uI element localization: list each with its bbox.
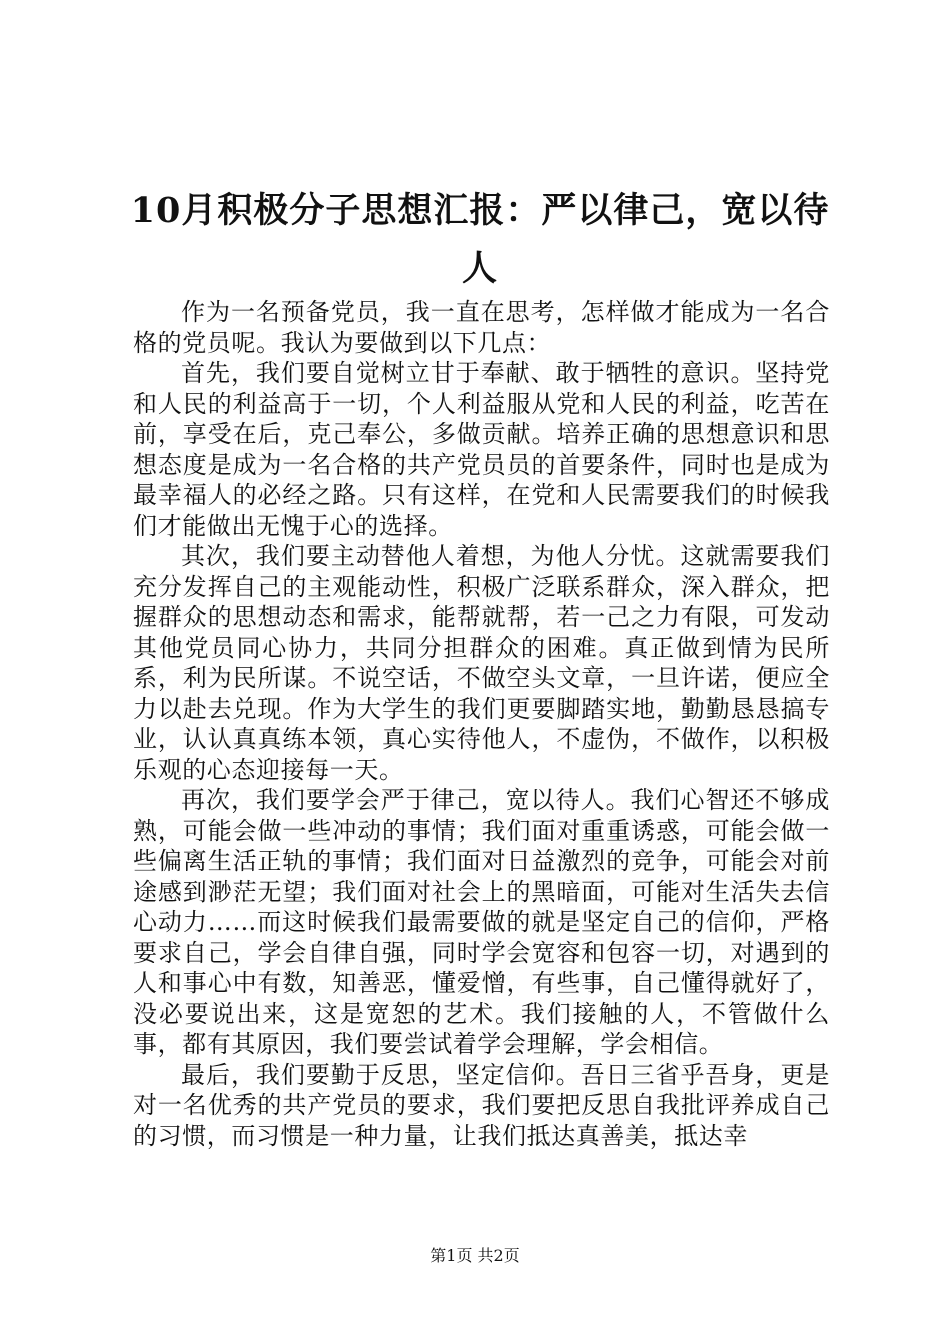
document-body [133, 297, 830, 1151]
paragraph-first-point: 首先，我们要自觉树立甘于奉献、敢于牺牲的意识。坚持党和人民的利益高于一切，个人利益服从党和人民的利益，吃苦在前，享受在后，克己奉公，多做贡献。培养正确的思想意识和思想态度是成为一名合格的共产党员员的首要条件，同时也是成为最幸福人的必经之路。只有这样，在党和人民需要我们的时候我们才能做出无愧于心的选择。 [133, 359, 830, 540]
paragraph-intro: 作为一名预备党员，我一直在思考，怎样做才能成为一名合格的党员呢。我认为要做到以下几点： [133, 298, 830, 357]
paragraph-third-point: 再次，我们要学会严于律己，宽以待人。我们心智还不够成熟，可能会做一些冲动的事情；我们面对重重诱惑，可能会做一些偏离生活正轨的事情；我们面对日益激烈的竞争，可能会对前途感到渺茫无望；我们面对社会上的黑暗面，可能对生活失去信心动力……而这时候我们最需要做的就是坚定自己的信仰，严格要求自己，学会自律自强，同时学会宽容和包容一切，对遇到的人和事心中有数，知善恶，懂爱憎，有些事，自己懂得就好了，没必要说出来，这是宽恕的艺术。我们接触的人，不管做什么事，都有其原因，我们要尝试着学会理解，学会相信。 [133, 786, 830, 1058]
page-number-footer: 第1页 共2页 [430, 1246, 520, 1265]
paragraph-second-point: 其次，我们要主动替他人着想，为他人分忧。这就需要我们充分发挥自己的主观能动性，积极广泛联系群众，深入群众，把握群众的思想动态和需求，能帮就帮，若一己之力有限，可发动其他党员同心协力，共同分担群众的困难。真正做到情为民所系，利为民所谋。不说空话，不做空头文章，一旦许诺，便应全力以赴去兑现。作为大学生的我们更要脚踏实地，勤勤恳恳搞专业，认认真真练本领，真心实待他人，不虚伪，不做作，以积极乐观的心态迎接每一天。 [133, 542, 830, 784]
page-title: 10月积极分子思想汇报：严以律己，宽以待人 [130, 190, 830, 289]
paragraph-last-point: 最后，我们要勤于反思，坚定信仰。吾日三省乎吾身，更是对一名优秀的共产党员的要求，我们要把反思自我批评养成自己的习惯，而习惯是一种力量，让我们抵达真善美，抵达幸 [133, 1060, 830, 1150]
